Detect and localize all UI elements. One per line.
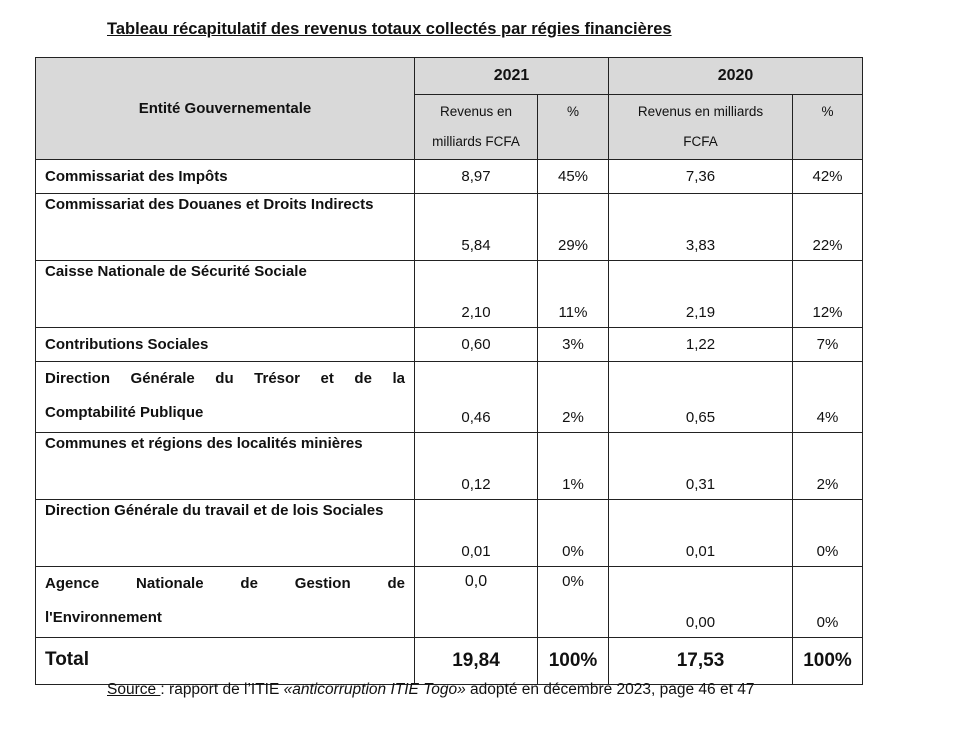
revenue-2021-cell: 5,84 [415, 194, 538, 261]
table-row [36, 261, 863, 328]
entity-cell [36, 362, 415, 433]
revenue-table [35, 57, 863, 685]
table-row [36, 194, 863, 261]
revenue-2021-cell: 0,60 [415, 328, 538, 362]
revenue-2021-cell: 8,97 [415, 160, 538, 194]
pct-2021-cell: 0% [538, 500, 609, 567]
revenue-2021-cell: 0,01 [415, 500, 538, 567]
table-row [36, 160, 863, 194]
entity-line-2: l'Environnement [45, 609, 162, 626]
entity-cell: Caisse Nationale de Sécurité Sociale [36, 261, 415, 328]
revenue-2020-cell: 0,00 [609, 567, 793, 638]
header-2021-pct: % [538, 95, 609, 160]
pct-2020-cell: 12% [793, 261, 863, 328]
header-2020-pct: % [793, 95, 863, 160]
revenue-2020-cell: 0,01 [609, 500, 793, 567]
table-row [36, 328, 863, 362]
total-pct-2020: 100% [793, 638, 863, 685]
entity-line-1: Direction Générale du Trésor et de la [45, 370, 405, 387]
source-text-before: : rapport de l’ITIE [160, 681, 284, 698]
revenue-2020-cell: 0,31 [609, 433, 793, 500]
pct-2021-cell: 29% [538, 194, 609, 261]
revenue-2021-cell: 0,0 [415, 567, 538, 638]
entity-line-1: Agence Nationale de Gestion de [45, 575, 405, 592]
pct-2021-cell: 0% [538, 567, 609, 638]
pct-2020-cell: 0% [793, 500, 863, 567]
table-row [36, 433, 863, 500]
source-italic: «anticorruption ITIE Togo» [283, 681, 466, 698]
entity-cell: Commissariat des Impôts [36, 160, 415, 194]
header-year-2021: 2021 [415, 58, 609, 95]
source-text-after: adopté en décembre 2023, page 46 et 47 [465, 681, 755, 698]
revenue-2020-cell: 3,83 [609, 194, 793, 261]
header-2021-revenue: Revenus en milliards FCFA [415, 95, 538, 160]
revenue-2021-cell: 0,46 [415, 362, 538, 433]
pct-2021-cell: 45% [538, 160, 609, 194]
pct-2020-cell: 0% [793, 567, 863, 638]
revenue-2020-cell: 7,36 [609, 160, 793, 194]
entity-cell: Communes et régions des localités minières [36, 433, 415, 500]
revenue-2020-cell: 1,22 [609, 328, 793, 362]
total-revenue-2020: 17,53 [609, 638, 793, 685]
header-year-2020: 2020 [609, 58, 863, 95]
pct-2020-cell: 2% [793, 433, 863, 500]
pct-2020-cell: 7% [793, 328, 863, 362]
entity-cell [36, 567, 415, 638]
entity-cell: Contributions Sociales [36, 328, 415, 362]
table-row [36, 362, 863, 433]
header-2020-revenue: Revenus en milliards FCFA [609, 95, 793, 160]
table-row [36, 500, 863, 567]
entity-line-2: Comptabilité Publique [45, 404, 204, 421]
source-label: Source [107, 681, 161, 698]
pct-2021-cell: 11% [538, 261, 609, 328]
pct-2020-cell: 22% [793, 194, 863, 261]
total-label: Total [36, 638, 415, 685]
header-entity: Entité Gouvernementale [36, 58, 415, 160]
entity-cell: Commissariat des Douanes et Droits Indirects [36, 194, 415, 261]
revenue-2020-cell: 2,19 [609, 261, 793, 328]
entity-cell: Direction Générale du travail et de lois Sociales [36, 500, 415, 567]
pct-2021-cell: 3% [538, 328, 609, 362]
pct-2021-cell: 2% [538, 362, 609, 433]
total-pct-2021: 100% [538, 638, 609, 685]
total-revenue-2021: 19,84 [415, 638, 538, 685]
revenue-2021-cell: 2,10 [415, 261, 538, 328]
table-title: Tableau récapitulatif des revenus totaux collectés par régies financières [107, 20, 672, 38]
pct-2020-cell: 4% [793, 362, 863, 433]
pct-2020-cell: 42% [793, 160, 863, 194]
total-row [36, 638, 863, 685]
table-row [36, 567, 863, 638]
revenue-2020-cell: 0,65 [609, 362, 793, 433]
source-note [107, 681, 754, 699]
revenue-2021-cell: 0,12 [415, 433, 538, 500]
pct-2021-cell: 1% [538, 433, 609, 500]
